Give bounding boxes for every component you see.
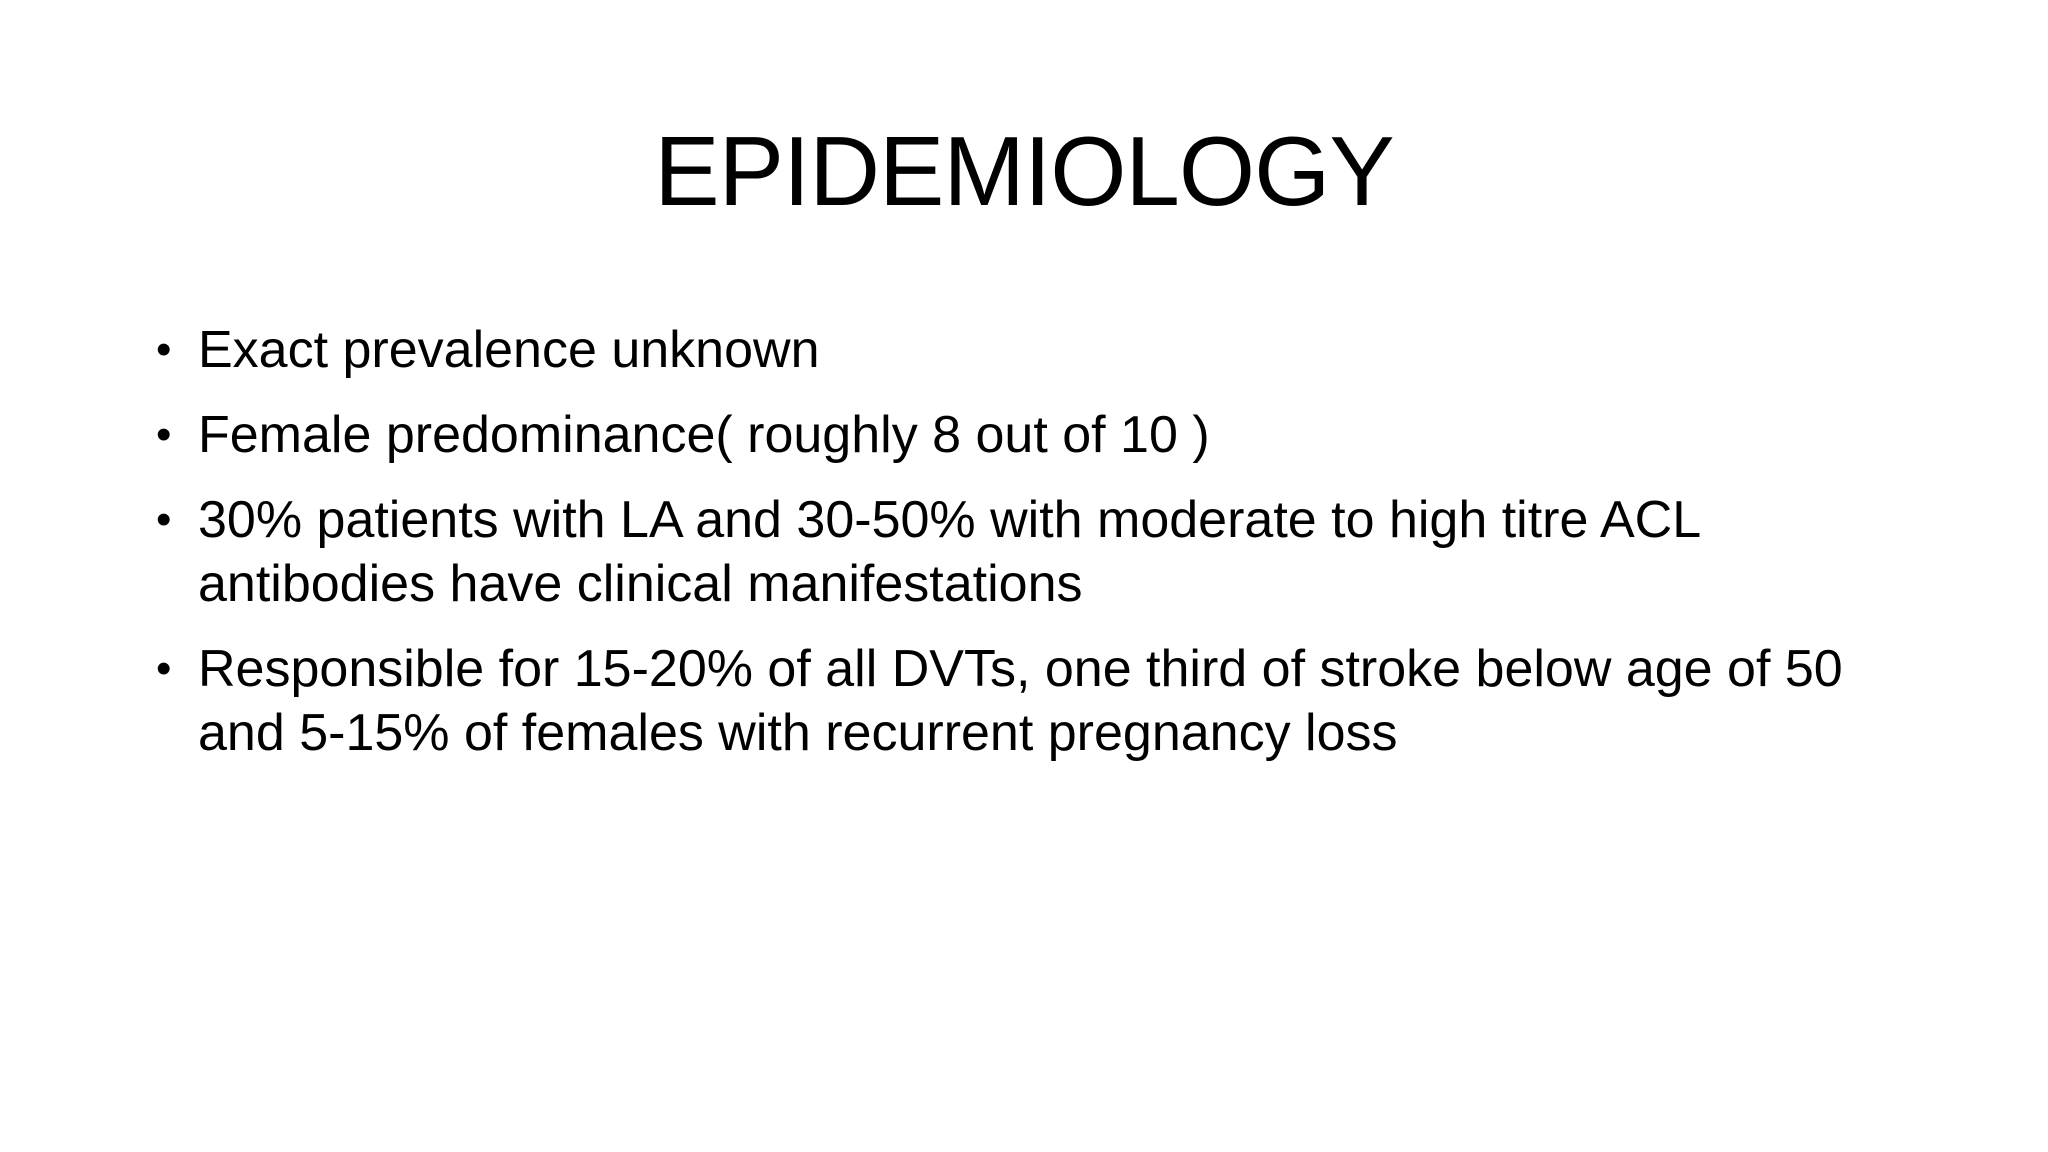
bullet-icon: • [156,410,172,459]
bullet-text: Responsible for 15-20% of all DVTs, one third of stroke below age of 50 and 5-15% of females with recurrent pregnancy loss [198,640,1843,762]
bullet-icon: • [156,644,172,693]
bullet-item [152,403,1932,467]
bullet-item [152,318,1932,382]
slide-title: EPIDEMIOLOGY [654,116,1394,226]
bullet-text: 30% patients with LA and 30-50% with moderate to high titre ACL antibodies have clinical manifestations [198,491,1700,613]
bullet-item [152,637,1932,765]
bullet-item [152,488,1932,616]
bullet-text: Female predominance( roughly 8 out of 10 ) [198,406,1210,464]
bullet-icon: • [156,495,172,544]
bullet-text: Exact prevalence unknown [198,321,820,379]
bullet-list [152,318,1932,786]
bullet-icon: • [156,325,172,374]
